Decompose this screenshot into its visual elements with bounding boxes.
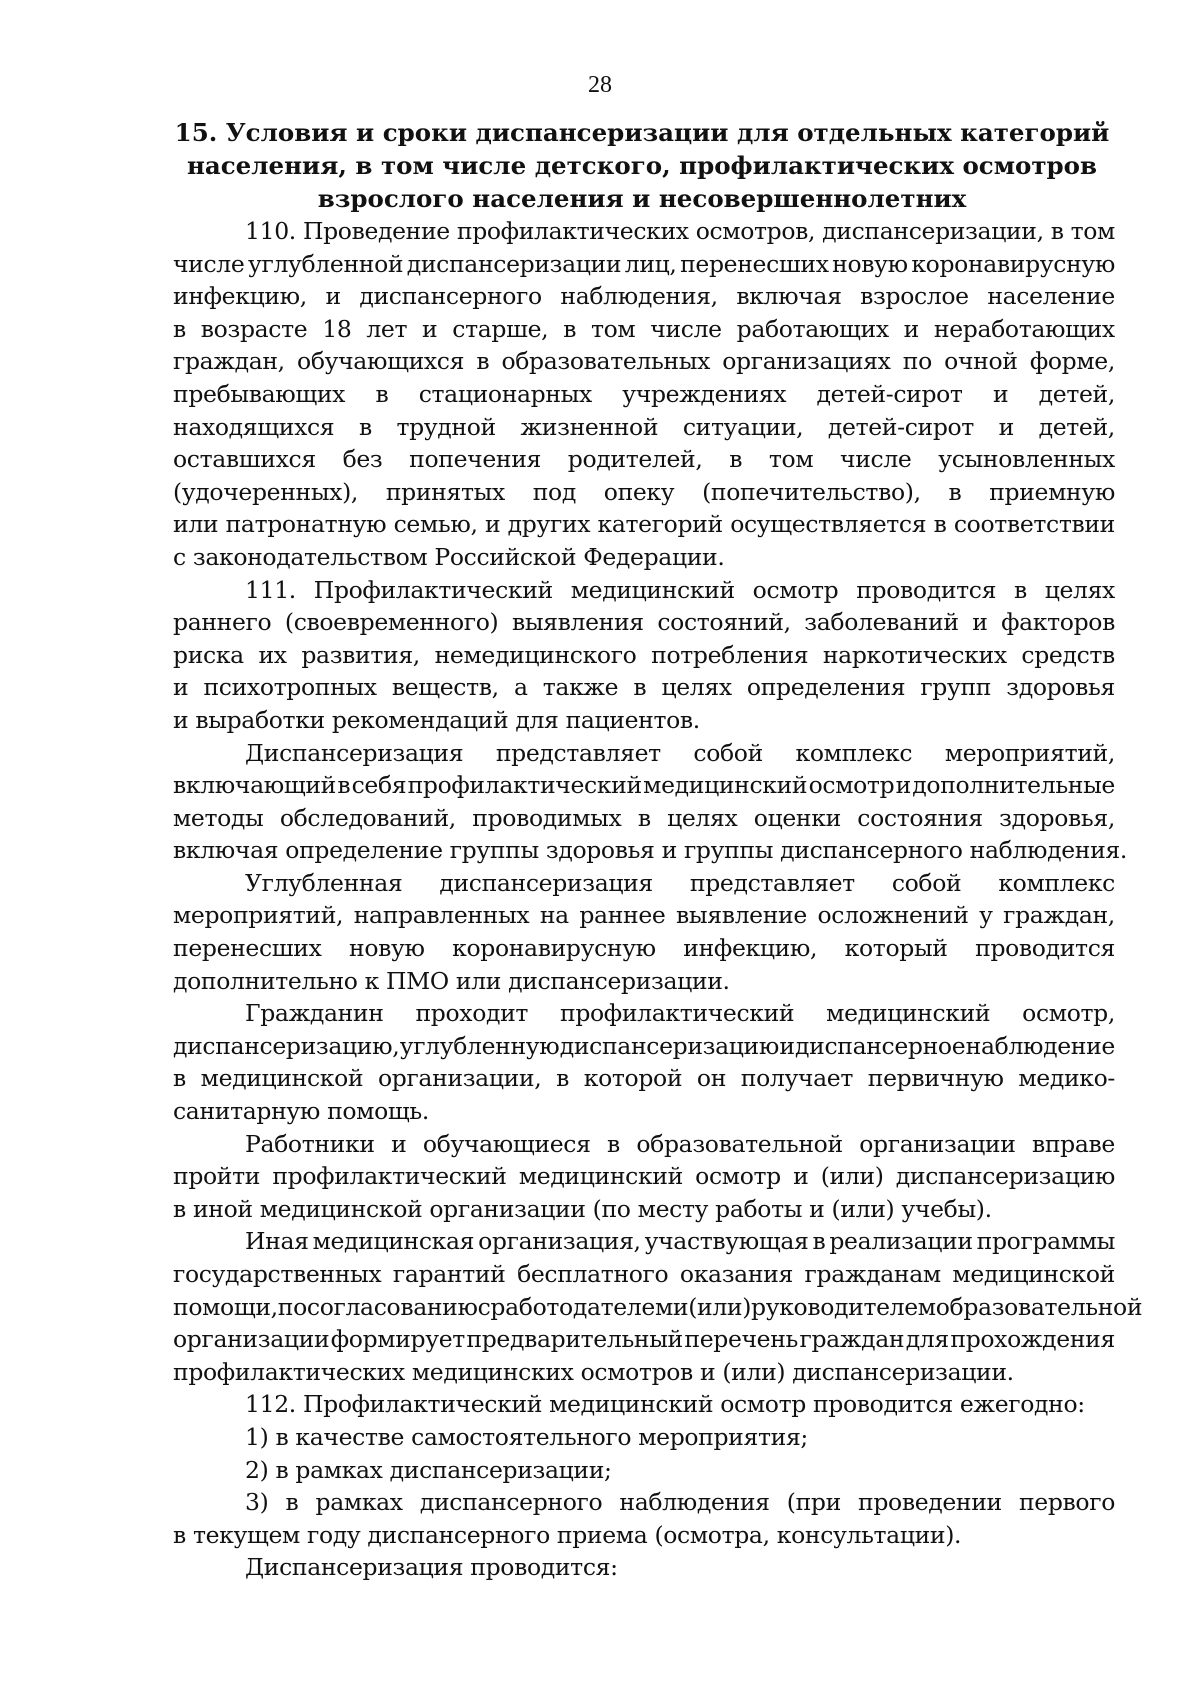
paragraph — [173, 574, 1115, 737]
paragraph — [173, 737, 1128, 867]
heading-line: населения, в том числе детского, профилактических осмотров — [186, 151, 1098, 180]
body-text — [173, 215, 1143, 1584]
text-line: методы обследований, проводимых в целях оценки состояния здоровья, — [173, 803, 1115, 832]
text-line: и психотропных веществ, а также в целях определения групп здоровья — [173, 673, 1115, 702]
text-line: организации формирует предварительный перечень граждан для прохождения — [173, 1325, 1115, 1354]
text-line: Диспансеризация представляет собой комплекс мероприятий, — [245, 738, 1115, 767]
text-line: включающий в себя профилактический медицинский осмотр и дополнительные — [173, 771, 1115, 800]
paragraph — [173, 1454, 1115, 1487]
text-line: в медицинской организации, в которой он получает первичную медико- — [173, 1064, 1115, 1093]
paragraph — [173, 1551, 1115, 1584]
text-line: 3) в рамках диспансерного наблюдения (при проведении первого — [245, 1488, 1115, 1517]
section-heading — [170, 116, 1114, 215]
paragraph — [173, 1486, 1115, 1551]
text-line: Углубленная диспансеризация представляет собой комплекс — [245, 868, 1115, 897]
text-line: 110. Проведение профилактических осмотров, диспансеризации, в том — [245, 217, 1115, 245]
paragraph — [173, 867, 1115, 997]
paragraph — [173, 215, 1115, 574]
text-line: Диспансеризация проводится: — [245, 1553, 618, 1582]
text-line: в текущем году диспансерного приема (осмотра, консультации). — [173, 1520, 962, 1549]
text-line: диспансеризацию, углубленную диспансеризацию и диспансерное наблюдение — [173, 1031, 1115, 1060]
page-number: 28 — [588, 72, 612, 98]
paragraph — [173, 1388, 1115, 1421]
text-line: государственных гарантий бесплатного оказания гражданам медицинской — [173, 1260, 1115, 1288]
text-line: граждан, обучающихся в образовательных организациях по очной форме, — [173, 347, 1115, 376]
text-line: 2) в рамках диспансеризации; — [245, 1455, 612, 1484]
text-line: помощи, по согласованию с работодателем и (или) руководителем образовательной — [173, 1292, 1143, 1321]
text-line: и выработки рекомендаций для пациентов. — [173, 705, 700, 734]
text-line: дополнительно к ПМО или диспансеризации. — [173, 966, 730, 995]
text-line: числе углубленной диспансеризации лиц, перенесших новую коронавирусную — [173, 249, 1115, 278]
text-line: или патронатную семью, и других категорий осуществляется в соответствии — [173, 510, 1115, 539]
text-line: пройти профилактический медицинский осмотр и (или) диспансеризацию — [173, 1162, 1115, 1191]
text-line: 1) в качестве самостоятельного мероприятия; — [245, 1422, 808, 1451]
paragraph — [173, 1128, 1115, 1226]
text-line: Гражданин проходит профилактический медицинский осмотр, — [245, 999, 1115, 1028]
paragraph — [173, 1421, 1115, 1454]
text-line: в возрасте 18 лет и старше, в том числе работающих и неработающих — [173, 314, 1115, 343]
paragraph — [173, 1225, 1143, 1388]
text-line: в иной медицинской организации (по месту работы и (или) учебы). — [173, 1194, 992, 1223]
text-line: раннего (своевременного) выявления состояний, заболеваний и факторов — [173, 608, 1115, 637]
text-line: включая определение группы здоровья и группы диспансерного наблюдения. — [173, 836, 1128, 865]
text-line: пребывающих в стационарных учреждениях детей-сирот и детей, — [173, 379, 1115, 408]
paragraph — [173, 997, 1115, 1127]
text-line: Иная медицинская организация, участвующая в реализации программы — [245, 1227, 1115, 1256]
text-line: оставшихся без попечения родителей, в том числе усыновленных — [173, 445, 1115, 474]
text-line: мероприятий, направленных на раннее выявление осложнений у граждан, — [173, 901, 1115, 930]
text-line: перенесших новую коронавирусную инфекцию, который проводится — [173, 934, 1115, 963]
text-line: с законодательством Российской Федерации. — [173, 542, 725, 571]
text-line: 111. Профилактический медицинский осмотр проводится в целях — [245, 575, 1115, 604]
text-line: риска их развития, немедицинского потребления наркотических средств — [173, 640, 1115, 669]
text-line: Работники и обучающиеся в образовательной организации вправе — [245, 1129, 1115, 1158]
text-line: профилактических медицинских осмотров и (или) диспансеризации. — [173, 1357, 1014, 1386]
text-line: инфекцию, и диспансерного наблюдения, включая взрослое население — [173, 282, 1115, 311]
text-line: санитарную помощь. — [173, 1097, 429, 1126]
text-line: (удочеренных), принятых под опеку (попечительство), в приемную — [173, 477, 1115, 506]
text-line: 112. Профилактический медицинский осмотр проводится ежегодно: — [245, 1390, 1085, 1419]
text-line: находящихся в трудной жизненной ситуации, детей-сирот и детей, — [173, 412, 1115, 441]
heading-line: 15. Условия и сроки диспансеризации для отдельных категорий — [174, 118, 1110, 147]
heading-line: взрослого населения и несовершеннолетних — [317, 184, 967, 213]
